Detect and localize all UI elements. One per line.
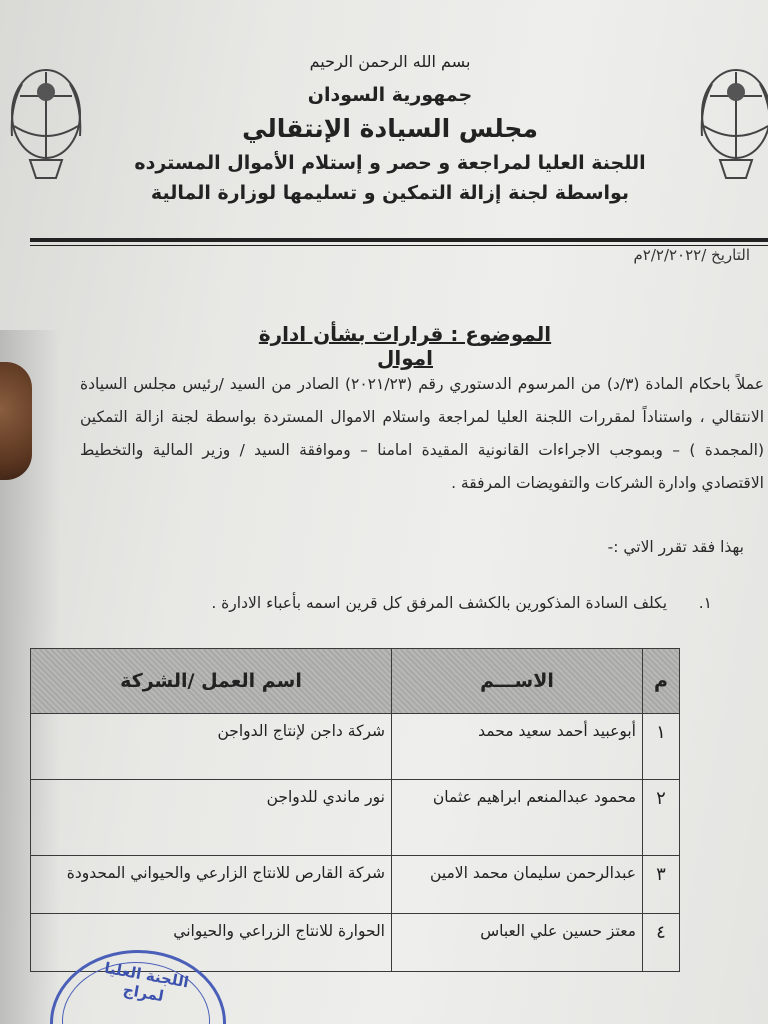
header-company: اسم العمل /الشركة	[31, 649, 392, 714]
row-name: محمود عبدالمنعم ابراهيم عثمان	[392, 780, 643, 856]
basmala: بسم الله الرحمن الرحيم	[309, 52, 471, 71]
decision-intro: بهذا فقد تقرر الاتي :-	[607, 538, 744, 556]
row-company: شركة القارص للانتاج الزارعي والحيواني المحدودة	[31, 856, 392, 914]
row-number: ٣	[643, 856, 680, 914]
header-name: الاســـم	[392, 649, 643, 714]
table-header-row	[31, 649, 680, 714]
row-name: أبوعبيد أحمد سعيد محمد	[392, 714, 643, 780]
header-divider-thick	[30, 238, 768, 242]
committee-line-1: اللجنة العليا لمراجعة و حصر و إستلام الأموال المسترده	[134, 152, 646, 174]
row-name: معتز حسين علي العباس	[392, 914, 643, 972]
body-paragraph: عملاً باحكام المادة (٣/د) من المرسوم الدستوري رقم (٢٠٢١/٢٣) الصادر من السيد /رئيس مجلس السيادة الانتقالي ، واستناداً لمقررات اللجنة العليا لمراجعة واستلام الاموال المستردة بواسطة لجنة ازالة التمكين (المجمدة ) – وبموجب الاجراءات القانونية المقيدة امامنا – وموافقة السيد / وزير المالية والتخطيط الاقتصادي وادارة الشركات والتفويضات المرفقة .	[80, 375, 764, 492]
subject-heading: الموضوع : قرارات بشأن ادارة اموال	[258, 322, 552, 370]
row-company: نور ماندي للدواجن	[31, 780, 392, 856]
sudan-emblem-left	[0, 36, 92, 196]
council-title: مجلس السيادة الإنتقالي	[242, 114, 538, 143]
table-row	[31, 856, 680, 914]
republic-title: جمهورية السودان	[307, 84, 473, 106]
decision-item-1	[211, 594, 712, 612]
row-number: ١	[643, 714, 680, 780]
table-row	[31, 780, 680, 856]
document-date: التاريخ /٢/٢/٢٠٢٢م	[633, 246, 750, 264]
header-number: م	[643, 649, 680, 714]
item-text: يكلف السادة المذكورين بالكشف المرفق كل قرين اسمه بأعباء الادارة .	[211, 594, 668, 612]
row-name: عبدالرحمن سليمان محمد الامين	[392, 856, 643, 914]
holder-thumb	[0, 362, 32, 480]
stamp-text: اللجنة العليا لمراج	[103, 958, 191, 1006]
committee-line-2: بواسطة لجنة إزالة التمكين و تسليمها لوزارة المالية	[150, 182, 630, 204]
table-row	[31, 714, 680, 780]
item-number: ١.	[698, 594, 712, 612]
row-number: ٤	[643, 914, 680, 972]
sudan-emblem-right	[690, 36, 768, 196]
assignments-table	[30, 648, 680, 972]
row-company: شركة داجن لإنتاج الدواجن	[31, 714, 392, 780]
row-number: ٢	[643, 780, 680, 856]
row-company: الحوارة للانتاج الزراعي والحيواني	[31, 914, 392, 972]
